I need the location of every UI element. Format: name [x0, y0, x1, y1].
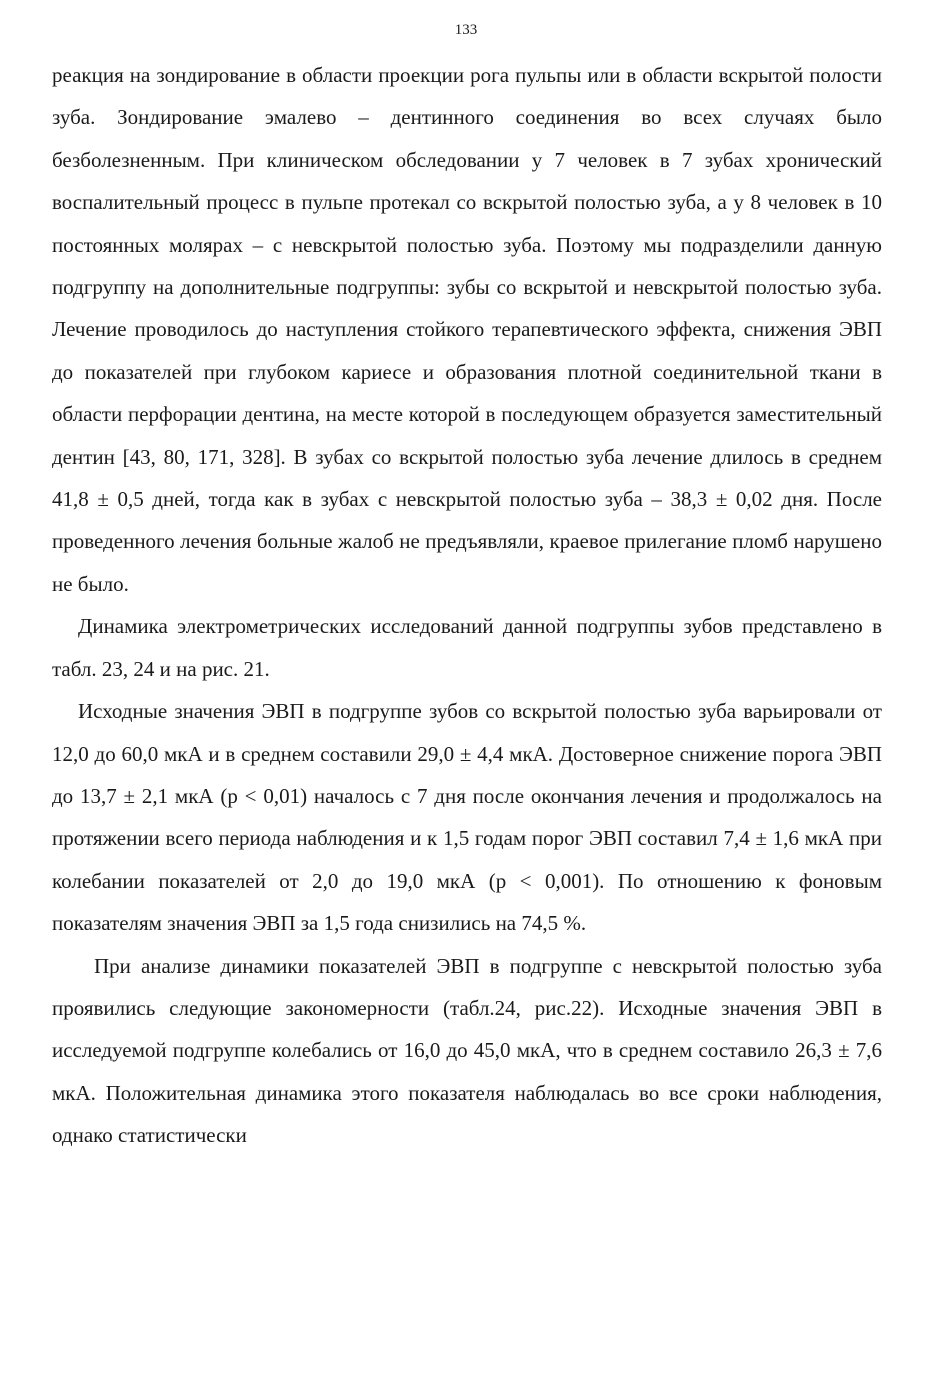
paragraph-1: реакция на зондирование в области проекции рога пульпы или в области вскрытой полости зуба. Зондирование эмалево – дентинного соединения во всех случаях было безболезненным. При клиническом обследовании у 7 человек в 7 зубах хронический воспалительный процесс в пульпе протекал со вскрытой полостью зуба, а у 8 человек в 10 постоянных молярах – с невскрытой полостью зуба. Поэтому мы подразделили данную подгруппу на дополнительные подгруппы: зубы со вскрытой и невскрытой полостью зуба. Лечение проводилось до наступления стойкого терапевтического эффекта, снижения ЭВП до показателей при глубоком кариесе и образования плотной соединительной ткани в области перфорации дентина, на месте которой в последующем образуется заместительный дентин [43, 80, 171, 328]. В зубах со вскрытой полостью зуба лечение длилось в среднем 41,8 ± 0,5 дней, тогда как в зубах с невскрытой полостью зуба – 38,3 ± 0,02 дня. После проведенного лечения больные жалоб не предъявляли, краевое прилегание пломб нарушено не было.	[52, 63, 882, 596]
paragraph-2: Динамика электрометрических исследований данной подгруппы зубов представлено в табл. 23, 24 и на рис. 21.	[52, 614, 882, 681]
paragraph-4: При анализе динамики показателей ЭВП в подгруппе с невскрытой полостью зуба проявились следующие закономерности (табл.24, рис.22). Исходные значения ЭВП в исследуемой подгруппе колебались от 16,0 до 45,0 мкА, что в среднем составило 26,3 ± 7,6 мкА. Положительная динамика этого показателя наблюдалась во все сроки наблюдения, однако статистически	[52, 953, 882, 1148]
paragraph-3: Исходные значения ЭВП в подгруппе зубов со вскрытой полостью зуба варьировали от 12,0 до 60,0 мкА и в среднем составили 29,0 ± 4,4 мкА. Достоверное снижение порога ЭВП до 13,7 ± 2,1 мкА (р < 0,01) началось с 7 дня после окончания лечения и продолжалось на протяжении всего периода наблюдения и к 1,5 годам порог ЭВП составил 7,4 ± 1,6 мкА при колебании показателей от 2,0 до 19,0 мкА (р < 0,001). По отношению к фоновым показателям значения ЭВП за 1,5 года снизились на 74,5 %.	[52, 699, 882, 936]
body-text	[52, 54, 882, 1157]
page-number: 133	[454, 22, 478, 38]
